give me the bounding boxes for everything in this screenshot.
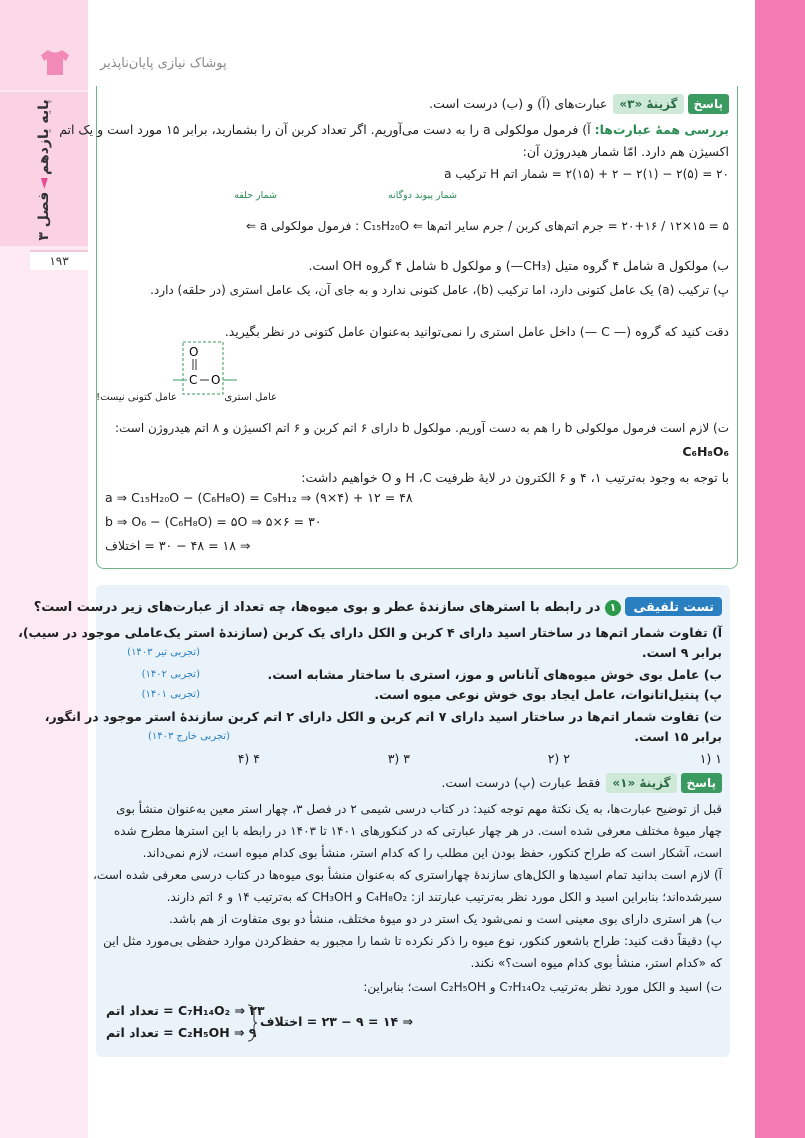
page-number: ۱۹۳	[30, 250, 88, 270]
option-1: ۱ (۱	[699, 751, 722, 766]
svg-text:O: O	[211, 373, 221, 387]
test-answer-header	[441, 773, 722, 793]
svg-text:C: C	[189, 373, 198, 387]
combined-test-box	[18, 585, 730, 1057]
paragraph-line: اکسیژن هم دارد. امّا شمار هیدروژن آن:	[522, 144, 729, 159]
final-acid: C₇H₁₄O₂ ⇒ ۲۳ = تعداد اتم	[106, 1003, 265, 1018]
source-t: (تجربی خارج ۱۴۰۳)	[147, 731, 230, 742]
explanation-2: چهار میوۀ مختلف معرفی شده است. در هر چهار عبارتی که در کنکورهای ۱۴۰۱ تا ۱۴۰۳ در رابطه با این استرها مطرح شده	[113, 824, 722, 838]
note-double-bonds: شمار پیوند دوگانه	[388, 190, 457, 201]
ester-label: عامل استری	[224, 392, 277, 403]
answer-option: گزینۀ «۳»	[613, 94, 683, 114]
formula-b: C₆H₈O₆	[682, 444, 729, 459]
answer-header	[429, 94, 729, 114]
review-line	[59, 120, 729, 140]
statement-p: پ) پنتیل‌اتانوات، عامل ایجاد بوی خوش نوعی میوه است.	[374, 687, 722, 702]
explanation-4: آ) لازم است بدانید تمام اسیدها و الکل‌های سازندۀ چهاراستری که به‌عنوان منشأ بوی میوه‌ها در کتاب درسی معرفی شده است،	[93, 868, 722, 882]
answer-text: عبارت‌های (آ) و (ب) درست است.	[429, 96, 608, 111]
statement-t-cont: برابر ۱۵ است.	[634, 729, 722, 744]
page-header: پوشاک نیازی پایان‌ناپذیر	[100, 56, 227, 71]
test-answer-badge: پاسخ	[681, 773, 722, 793]
option-2: ۲ (۲	[547, 751, 570, 766]
calc-diff: ⇒ ۱۸ = ۴۸ − ۳۰ = اختلاف	[105, 538, 251, 553]
explanation-3: است، آشکار است که طراح کنکور، حفظ بودن این مطلب را که کدام استر، منشأ بوی کدام میوه است، لازم نمی‌داند.	[142, 846, 722, 860]
review-text: آ) فرمول مولکولی a را به دست می‌آوریم. اگر تعداد کربن آن را بشمارید، برابر ۱۵ مورد است و یک اتم	[59, 122, 591, 137]
paragraph-p: پ) ترکیب (a) یک عامل کتونی دارد، اما ترکیب (b)، عامل کتونی ندارد و به جای آن، یک عامل استری (در حلقه) دارد.	[150, 283, 729, 297]
question-text: در رابطه با استرهای سازندۀ عطر و بوی میوه‌ها، چه تعداد از عبارت‌های زیر درست است؟	[33, 600, 601, 615]
explanation-7: پ) دقیقاً دقت کنید: طراح باشعور کنکور، نوع میوه را ذکر نکرده تا شما را مجبور به حفظ‌کردن موارد حفظی بی‌مورد مثل این	[103, 934, 722, 948]
statement-b: ب) عامل بوی خوش میوه‌های آناناس و موز، استری با ساختار مشابه است.	[267, 667, 722, 682]
explanation-9: ت) اسید و الکل مورد نظر به‌ترتیب C₇H₁₄O₂ و C₂H₅OH است؛ بنابراین:	[363, 980, 722, 994]
brace-icon	[246, 1003, 258, 1043]
chapter-label: پایه یازدهم◄فصل ۳	[36, 99, 52, 241]
equation-mass-ratio: ۵ = ۱۵×۱۲ / ۲۰+۱۶ = جرم اتم‌های کربن / جرم سایر اتم‌ها ⇐ C₁₅H₂₀O : فرمول مولکولی a ⇐	[245, 219, 729, 233]
question-number: ۱	[605, 600, 621, 616]
calc-b: b ⇒ O₆ − (C₆H₈O) = ۵O ⇒ ۵×۶ = ۳۰	[105, 514, 322, 529]
paragraph-b: ب) مولکول a شامل ۴ گروه متیل (CH₃—) و مولکول b شامل ۴ گروه OH است.	[308, 258, 729, 273]
statement-a: آ) تفاوت شمار اتم‌ها در ساختار اسید دارای ۴ کربن و الکل دارای یک کربن (سازندۀ استر یک‌عاملی موجود در سیب)،	[18, 625, 722, 640]
equation-h-count: ۲۰ = (۵)۲ − (۱)۲ − ۲ + (۱۵)۲ = شمار اتم H ترکیب a	[444, 167, 729, 181]
explanation-6: ب) هر استری دارای بوی معینی است و نمی‌شود یک استر در دو میوۀ مختلف، منشأ دو بوی متفاوت از هم باشد.	[168, 912, 722, 926]
option-3: ۳ (۳	[387, 751, 410, 766]
final-diff: ⇒ ۱۴ = ۹ − ۲۳ = اختلاف	[260, 1014, 413, 1029]
tshirt-icon	[38, 48, 72, 80]
final-alcohol: C₂H₅OH ⇒ ۹ = تعداد اتم	[106, 1025, 257, 1040]
ketone-label: عامل کتونی نیست!	[96, 392, 177, 403]
explanation-8: که «کدام استر، منشأ بوی کدام میوه است؟» نکند.	[470, 956, 722, 970]
statement-t: ت) تفاوت شمار اتم‌ها در ساختار اسید دارای ۷ اتم کربن و الکل دارای ۲ اتم کربن سازندۀ استر موجود در انگور،	[44, 709, 722, 724]
explanation-1: قبل از توضیح عبارت‌ها، به یک نکتۀ مهم توجه کنید: در کتاب درسی شیمی ۲ در فصل ۳، چهار استر معین به‌عنوان منشأ بوی	[116, 802, 722, 816]
option-4: ۴ (۴	[237, 751, 260, 766]
review-title: بررسی همۀ عبارت‌ها:	[594, 122, 729, 137]
paragraph-t: ت) لازم است فرمول مولکولی b را هم به دست آوریم. مولکول b دارای ۶ اتم کربن و ۶ اتم اکسیژن و ۸ اتم هیدروژن است:	[114, 421, 729, 435]
source-p: (تجربی ۱۴۰۱)	[141, 689, 200, 700]
paragraph-p2: دقت کنید که گروه (— C —) داخل عامل استری را نمی‌توانید به‌عنوان عامل کتونی در نظر بگیرید.	[224, 324, 729, 339]
source-a: (تجربی تیر ۱۴۰۳)	[127, 647, 200, 658]
test-answer-text: فقط عبارت (پ) درست است.	[441, 775, 601, 790]
statement-a-cont: برابر ۹ است.	[641, 645, 722, 660]
source-b: (تجربی ۱۴۰۲)	[141, 669, 200, 680]
answer-badge: پاسخ	[688, 94, 729, 114]
explanation-5: سیرشده‌اند؛ بنابراین اسید و الکل مورد نظر به‌ترتیب عبارتند از: C₄H₈O₂ و CH₃OH که به‌ترتیب ۱۴ و ۶ اتم دارند.	[166, 890, 722, 904]
paragraph-t2: با توجه به وجود به‌ترتیب ۱، ۴ و ۶ الکترون در لایۀ ظرفیت H ،C و O خواهیم داشت:	[301, 470, 729, 485]
right-margin-bar	[755, 0, 805, 1138]
svg-text:O: O	[189, 345, 199, 359]
note-rings: شمار حلقه	[234, 190, 277, 201]
test-question	[34, 597, 722, 616]
test-badge: تست تلفیقی	[625, 597, 722, 616]
calc-a: a ⇒ C₁₅H₂₀O − (C₆H₈O) = C₉H₁₂ ⇒ (۹×۴) + ۱۲ = ۴۸	[105, 490, 413, 505]
test-answer-option: گزینۀ «۱»	[606, 773, 676, 793]
